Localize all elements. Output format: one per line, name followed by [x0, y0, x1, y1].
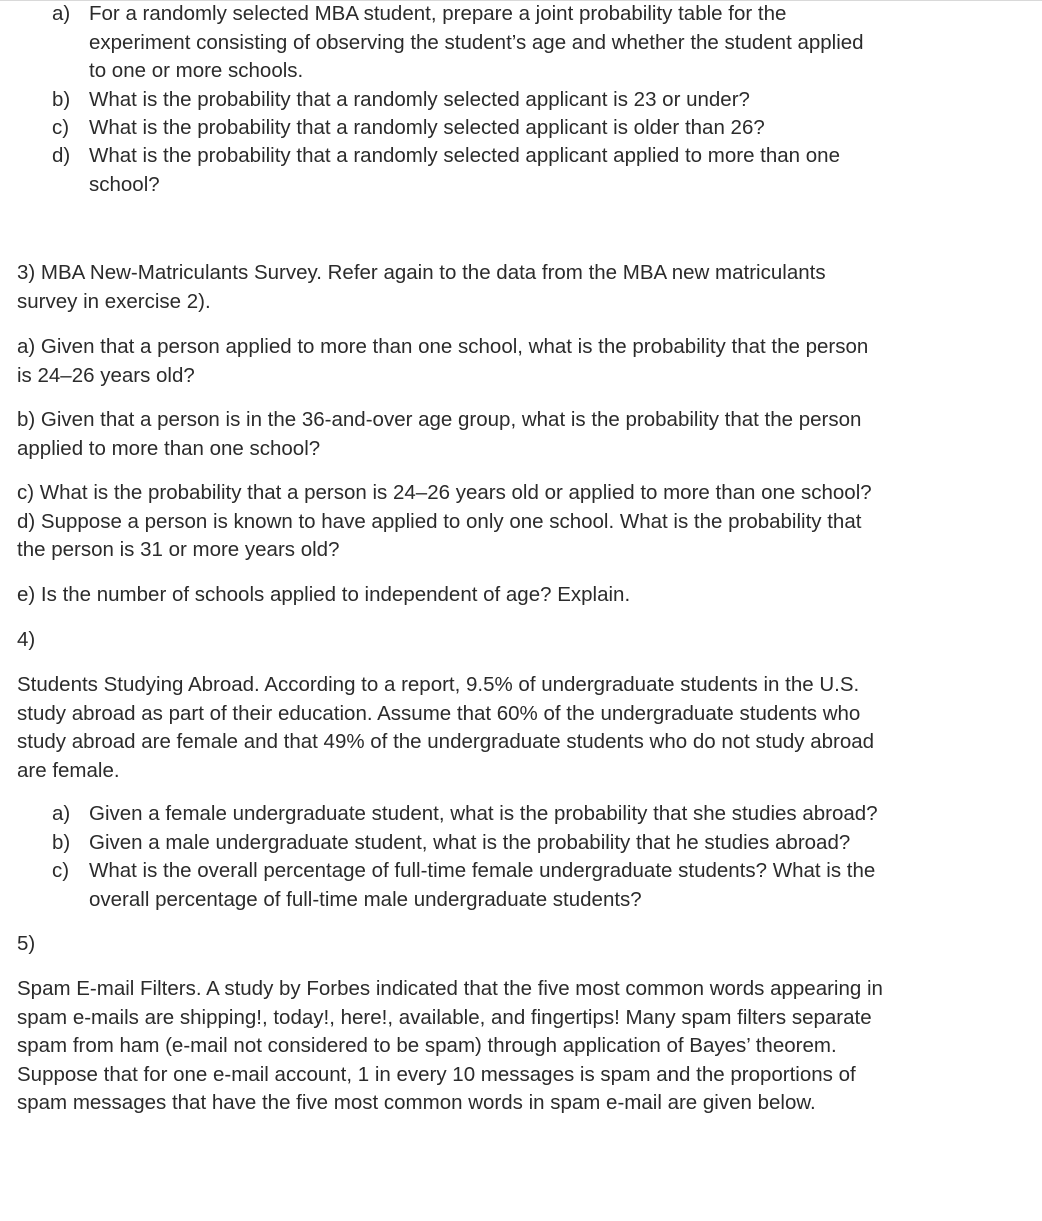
- text-line: study abroad as part of their education. Assume that 60% of the undergraduate students who: [17, 701, 861, 725]
- text-line: the person is 31 or more years old?: [17, 538, 340, 562]
- text-line: What is the probability that a randomly selected applicant is 23 or under?: [89, 88, 750, 111]
- question-number: 4): [17, 628, 36, 651]
- text-line: experiment consisting of observing the student’s age and whether the student applied: [89, 30, 864, 54]
- text-line: is 24–26 years old?: [17, 363, 195, 387]
- text-line: What is the probability that a randomly selected applicant applied to more than one: [89, 144, 840, 167]
- text-line: b) Given that a person is in the 36-and-over age group, what is the probability that the person: [17, 408, 862, 431]
- q3-part-b: [17, 406, 1027, 463]
- text-line: Spam E-mail Filters. A study by Forbes indicated that the five most common words appearing in: [17, 977, 883, 1000]
- q4-item-a-text: [89, 800, 1029, 829]
- list-marker: b): [52, 88, 71, 111]
- list-marker: c): [52, 859, 70, 882]
- q3-intro: [17, 259, 1027, 316]
- q4-body: [17, 671, 1027, 785]
- text-line: What is the overall percentage of full-time female undergraduate students? What is the: [89, 859, 876, 882]
- text-line: What is the probability that a randomly selected applicant is older than 26?: [89, 116, 765, 139]
- q3-part-e: [17, 581, 1027, 610]
- q2-item-d-text: [89, 142, 1029, 199]
- q5-number: [17, 930, 1027, 959]
- text-line: to one or more schools.: [89, 59, 304, 83]
- q4-item-c-text: [89, 857, 1029, 914]
- question-number: 5): [17, 932, 36, 955]
- text-line: are female.: [17, 758, 120, 782]
- text-line: spam messages that have the five most common words in spam e-mail are given below.: [17, 1091, 816, 1115]
- text-line: For a randomly selected MBA student, prepare a joint probability table for the: [89, 2, 787, 25]
- q4-item-b-text: [89, 829, 1029, 858]
- text-line: a) Given that a person applied to more than one school, what is the probability that the person: [17, 335, 869, 358]
- text-line: d) Suppose a person is known to have applied to only one school. What is the probability that: [17, 509, 862, 533]
- text-line: Given a male undergraduate student, what is the probability that he studies abroad?: [89, 831, 851, 854]
- text-line: spam from ham (e-mail not considered to be spam) through application of Bayes’ theorem.: [17, 1034, 837, 1058]
- q3-part-cd: [17, 479, 1027, 565]
- text-line: spam e-mails are shipping!, today!, here!, available, and fingertips! Many spam filters separate: [17, 1005, 872, 1029]
- text-line: e) Is the number of schools applied to independent of age? Explain.: [17, 583, 631, 606]
- q2-item-c-text: [89, 114, 1029, 143]
- list-marker: a): [52, 802, 71, 825]
- text-line: overall percentage of full-time male undergraduate students?: [89, 887, 642, 911]
- text-line: Students Studying Abroad. According to a report, 9.5% of undergraduate students in the U.S.: [17, 673, 860, 696]
- text-line: study abroad are female and that 49% of the undergraduate students who do not study abroad: [17, 730, 875, 754]
- list-marker: c): [52, 116, 70, 139]
- text-line: Given a female undergraduate student, what is the probability that she studies abroad?: [89, 802, 878, 825]
- list-marker: a): [52, 2, 71, 25]
- q2-item-a-text: [89, 0, 1029, 86]
- q5-body: [17, 975, 1027, 1118]
- text-line: 3) MBA New-Matriculants Survey. Refer again to the data from the MBA new matriculants: [17, 261, 826, 284]
- text-line: c) What is the probability that a person is 24–26 years old or applied to more than one school?: [17, 481, 872, 504]
- text-line: school?: [89, 172, 160, 196]
- q4-number: [17, 626, 1027, 655]
- q2-item-b-text: [89, 86, 1029, 115]
- text-line: applied to more than one school?: [17, 436, 321, 460]
- text-line: survey in exercise 2).: [17, 289, 211, 313]
- list-marker: b): [52, 831, 71, 854]
- list-marker: d): [52, 144, 71, 167]
- q3-part-a: [17, 333, 1027, 390]
- text-line: Suppose that for one e-mail account, 1 in every 10 messages is spam and the proportions of: [17, 1062, 856, 1086]
